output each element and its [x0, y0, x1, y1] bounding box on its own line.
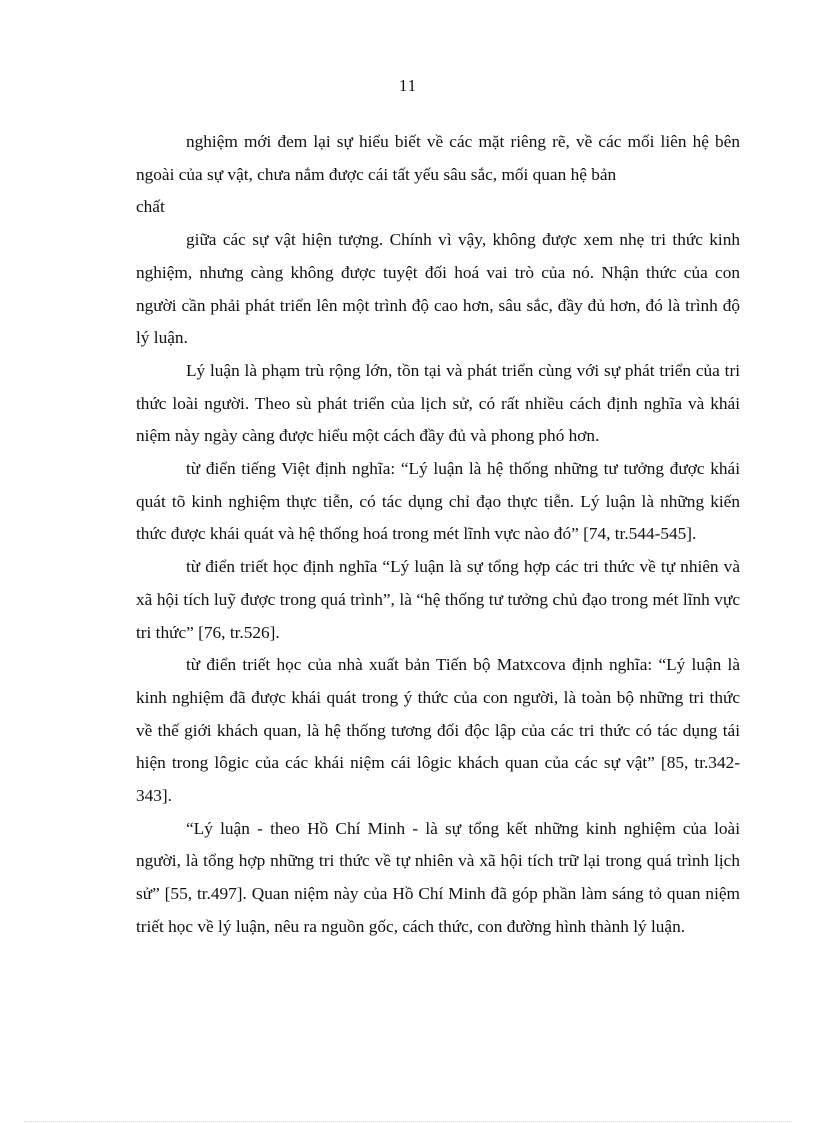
document-body: [136, 126, 740, 944]
paragraph-8: “Lý luận - theo Hồ Chí Minh - là sự tổng kết những kinh nghiệm của loài người, là tổng hợp những tri thức về tự nhiên và xã hội tích trữ lại trong quá trình lịch sử” [55, tr.497]. Quan niệm này của Hồ Chí Minh đã góp phần làm sáng tỏ quan niệm triết học về lý luận, nêu ra nguồn gốc, cách thức, con đường hình thành lý luận.: [136, 818, 740, 936]
paragraph-3: giữa các sự vật hiện tượng. Chính vì vậy, không được xem nhẹ tri thức kinh nghiệm, nhưng càng không được tuyệt đối hoá vai trò của nó. Nhận thức của con người cần phải phát triển lên một trình độ cao hơn, sâu sắc, đầy đủ hơn, đó là trình độ lý luận.: [136, 230, 740, 348]
paragraph-5: từ điển tiếng Việt định nghĩa: “Lý luận là hệ thống những tư tưởng được khái quát tõ kinh nghiệm thực tiễn, có tác dụng chỉ đạo thực tiễn. Lý luận là những kiến thức được khái quát và hệ thống hoá trong mét lĩnh vực nào đó” [74, tr.544-545].: [136, 459, 740, 544]
paragraph-4: Lý luận là phạm trù rộng lớn, tồn tại và phát triển cùng với sự phát triển của tri thức loài người. Theo sù phát triển của lịch sử, có rất nhiều cách định nghĩa và khái niệm này ngày càng được hiểu một cách đầy đủ và phong phó hơn.: [136, 360, 740, 446]
paragraph-7: từ điển triết học của nhà xuất bản Tiến bộ Matxcova định nghĩa: “Lý luận là kinh nghiệm đã được khái quát trong ý thức của con người, là toàn bộ những tri thức về thế giới khách quan, là hệ thống tương đối độc lập của các tri thức có tác dụng tái hiện trong lôgic của các khái niệm cái lôgic khách quan của các sự vật” [85, tr.342-343].: [136, 655, 740, 806]
page-bottom-divider: [24, 1121, 792, 1122]
paragraph-6: từ điển triết học định nghĩa “Lý luận là sự tổng hợp các tri thức về tự nhiên và xã hội tích luỹ được trong quá trình”, là “hệ thống tư tưởng chủ đạo trong mét lĩnh vực tri thức” [76, tr.526].: [136, 557, 740, 642]
page-number: 11: [398, 76, 418, 95]
paragraph-2: chất: [136, 197, 165, 217]
paragraph-1: nghiệm mới đem lại sự hiểu biết về các mặt riêng rẽ, về các mối liên hệ bên ngoài của sự vật, chưa nắm được cái tất yếu sâu sắc, mối quan hệ bản: [136, 132, 740, 184]
